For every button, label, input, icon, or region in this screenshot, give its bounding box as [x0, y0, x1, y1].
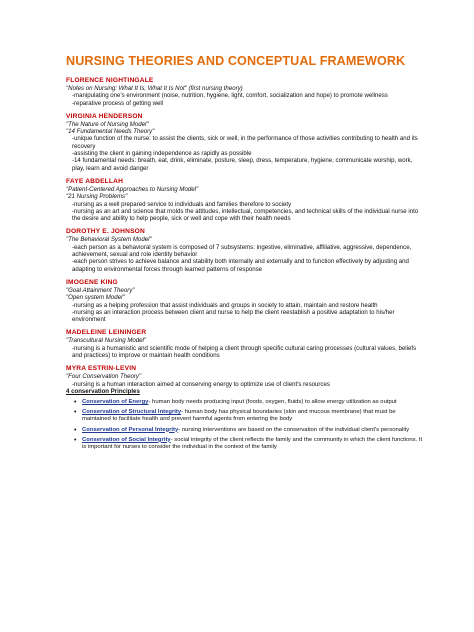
principle-description: - human body has physical boundaries (skin and mucous membrane) that must be maintained to facilitate health and prevent harmful agents from entering the body	[82, 409, 396, 423]
theorist-name: MADELEINE LEININGER	[66, 329, 147, 337]
theorist-section	[66, 279, 424, 323]
theory-point: -nursing is a humanistic and scientific mode of helping a client through specific cultural caring processes (cultural values, beliefs and practices) to improve or maintain health conditions	[72, 344, 417, 360]
principle-text	[82, 399, 424, 406]
principle-description: - nursing interventions are based on the conservation of the individual client's personality	[178, 426, 410, 433]
principle-item	[66, 409, 424, 423]
theory-point: -nursing as an interaction process between client and nurse to help the client reestablish a positive adaptation to his/her environment	[72, 308, 395, 324]
principle-name: Conservation of Energy	[82, 398, 149, 405]
document-title: NURSING THEORIES AND CONCEPTUAL FRAMEWORK	[66, 54, 406, 68]
theory-sections	[66, 77, 424, 451]
theory-point: -each person strives to achieve balance and stability both internally and externally and to function effectively by adjusting and adapting to environmental forces through learned patterns of response	[72, 258, 409, 273]
principle-description: - social integrity of the client reflects the family and the community in which the client functions. It is important for nurses to consider the individual in the context of the family	[82, 436, 423, 450]
theorist-name: FAYE ABDELLAH	[66, 177, 124, 185]
bullet-icon: •	[74, 409, 77, 417]
theory-title: "21 Nursing Problems"	[66, 193, 128, 201]
theory-point: -unique function of the nurse: to assist the clients, sick or well, in the performance of those activities contributing to health and its recovery	[72, 135, 418, 150]
principle-name: Conservation of Structural Integrity	[82, 409, 182, 416]
theorist-section	[66, 113, 424, 172]
theory-title: "14 Fundamental Needs Theory"	[66, 128, 155, 136]
theory-point: -nursing as an art and science that molds the attitudes, intellectual, competencies, and technical skills of the individual nurse into the desire and ability to help people, sick or well and cope with their health needs	[72, 207, 419, 223]
theory-title: "The Behavioral System Model"	[66, 236, 152, 244]
bullet-icon: •	[74, 426, 77, 434]
theory-title: "Notes on Nursing: What It Is, What It Is Not" (first nursing theory)	[66, 85, 243, 92]
theory-title: "Four Conservation Theory"	[66, 373, 142, 381]
theorist-section	[66, 77, 424, 107]
theorist-name: MYRA ESTRIN-LEVIN	[66, 365, 137, 373]
theory-point: -nursing is a human interaction aimed at conserving energy to optimize use of client's resources	[72, 380, 330, 388]
principle-name: Conservation of Personal Integrity	[82, 426, 179, 433]
theory-title: "Transcultural Nursing Model"	[66, 337, 147, 345]
theory-point: -nursing as a helping profession that assist individuals and groups in society to attain, maintain and restore health	[72, 301, 378, 309]
principle-item	[66, 427, 424, 434]
theory-point: -nursing as a well prepared service to individuals and families therefore to society	[72, 200, 292, 208]
theory-point: -assisting the client in gaining independence as rapidly as possible	[72, 150, 252, 158]
theorist-name: VIRGINIA HENDERSON	[66, 112, 143, 120]
theorist-name: IMOGENE KING	[66, 278, 118, 286]
principle-name: Conservation of Social Integrity	[82, 436, 171, 443]
principle-text	[82, 437, 424, 451]
bullet-icon: •	[74, 436, 77, 444]
theory-title: "Patient-Centered Approaches to Nursing Model"	[66, 185, 199, 193]
theory-point: -manipulating one's environment (noise, nutrition, hygiene, light, comfort, socialization and hope) to promote wellness	[72, 92, 388, 100]
principles-heading: 4 conservation Principles	[66, 387, 140, 395]
theory-title: "The Nature of Nursing Model"	[66, 120, 149, 128]
theory-title: "Goal Attainment Theory"	[66, 286, 135, 294]
theory-point: -each person as a behavioral system is composed of 7 subsystems: ingestive, eliminative, affiliative, aggressive, dependence, achievement, sexual and role identity behavior	[72, 243, 412, 259]
bullet-icon: •	[74, 398, 77, 406]
principle-text	[82, 427, 424, 434]
theorist-section	[66, 329, 424, 359]
theorist-section	[66, 228, 424, 272]
principle-item	[66, 399, 424, 406]
principle-description: - human body needs producing input (foods, oxygen, fluids) to allow energy utilization as output	[148, 398, 397, 405]
theory-point: -reparative process of getting well	[72, 99, 164, 107]
theorist-name: FLORENCE NIGHTINGALE	[66, 77, 154, 84]
principle-text	[82, 409, 424, 423]
theorist-section	[66, 365, 424, 451]
theorist-name: DOROTHY E. JOHNSON	[66, 228, 145, 236]
theorist-section	[66, 178, 424, 222]
theory-title: "Open system Model"	[66, 294, 125, 302]
theory-point: -14 fundamental needs: breath, eat, drink, eliminate, posture, sleep, dress, temperature, hygiene, communicate worship, work, play, learn and avoid danger	[72, 157, 413, 172]
principle-item	[66, 437, 424, 451]
